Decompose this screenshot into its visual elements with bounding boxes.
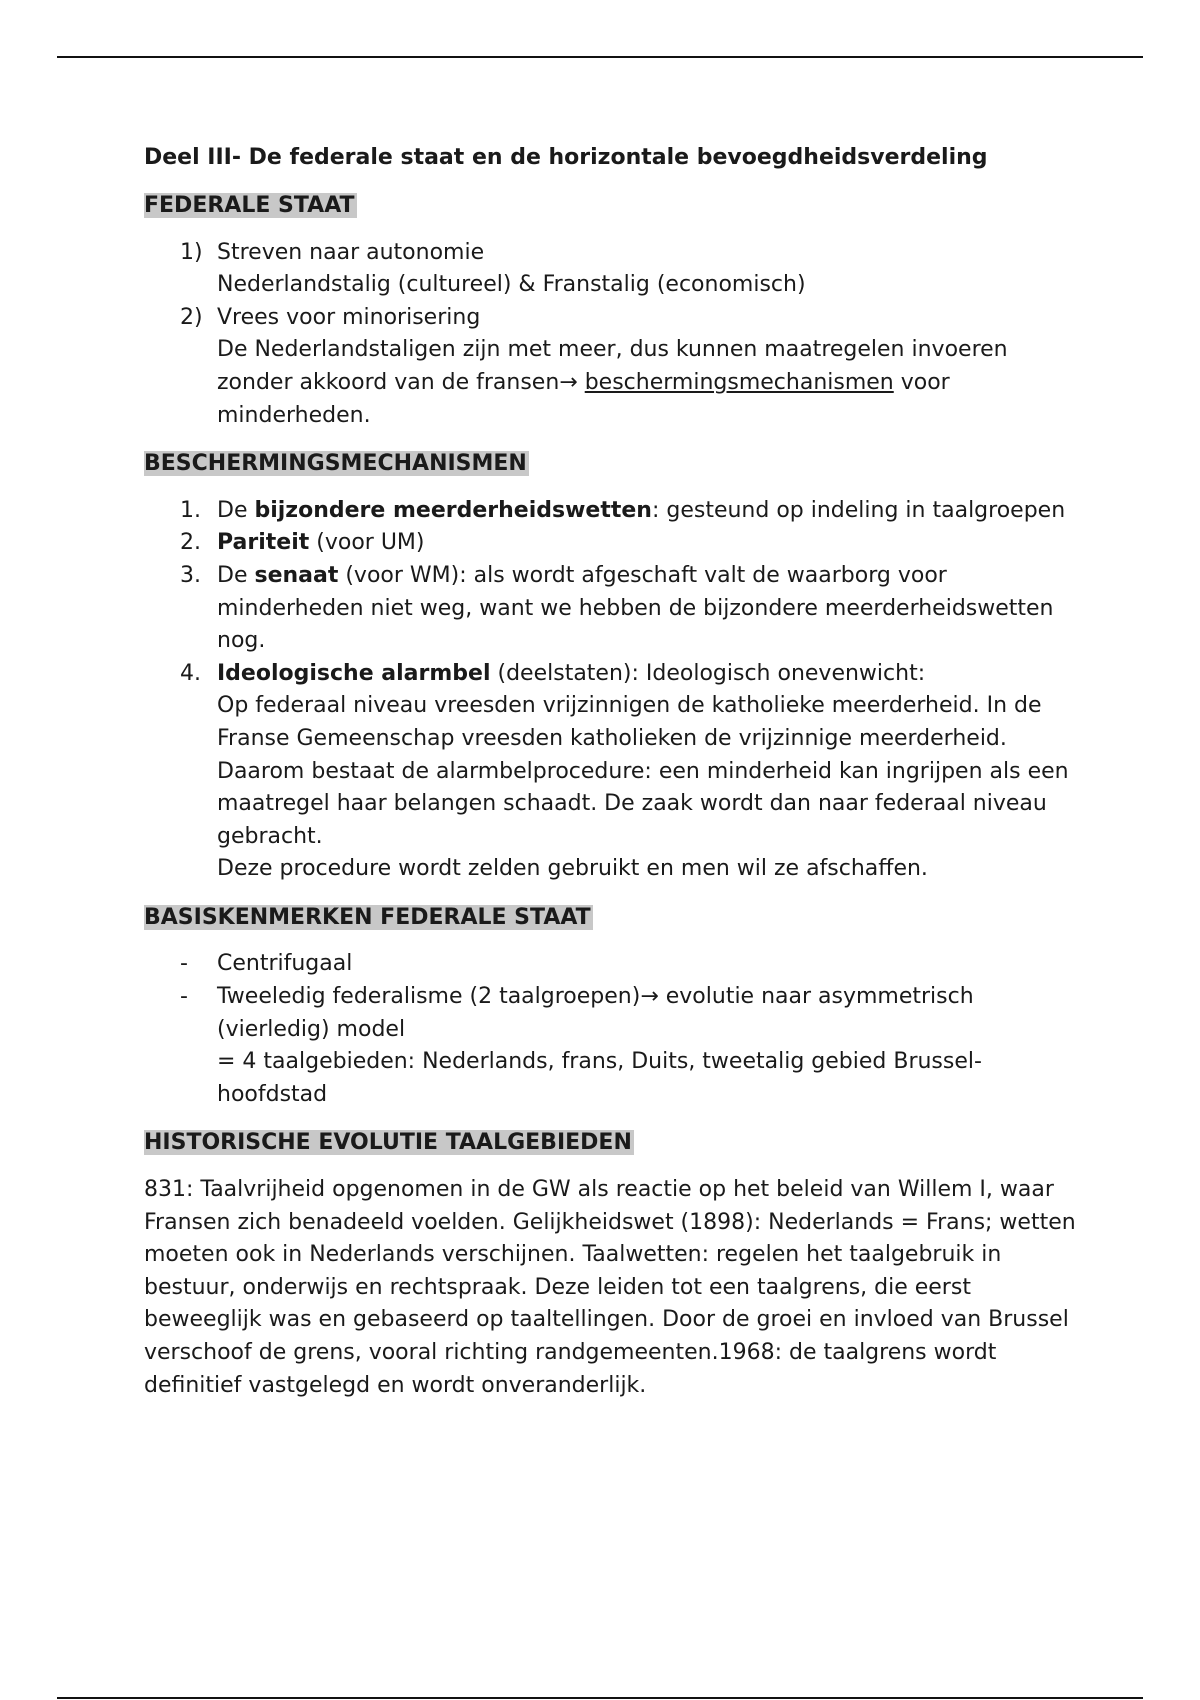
item-bold-term: Ideologische alarmbel bbox=[217, 660, 491, 686]
item-text: Vrees voor minorisering bbox=[217, 304, 481, 330]
federale-staat-list bbox=[144, 237, 1084, 433]
item-extra: = 4 taalgebieden: Nederlands, frans, Duits, tweetalig gebied Brussel-hoofdstad bbox=[217, 1049, 982, 1107]
document-body bbox=[144, 142, 1084, 1402]
heading-basiskenmerken bbox=[144, 902, 1084, 935]
item-text bbox=[217, 334, 1084, 432]
list-marker: 1. bbox=[180, 497, 201, 523]
item-text: Nederlandstalig (cultureel) & Franstalig (economisch) bbox=[217, 272, 806, 298]
item-text: Centrifugaal bbox=[217, 951, 353, 977]
list-item bbox=[144, 495, 1084, 528]
item-post: (voor WM): als wordt afgeschaft valt de waarborg voor minderheden niet weg, want we hebben de bijzondere meerderheidswetten nog. bbox=[217, 562, 1054, 654]
list-marker: 4. bbox=[180, 660, 201, 686]
list-item bbox=[144, 237, 1084, 302]
list-item bbox=[144, 948, 1084, 981]
historische-paragraph: 831: Taalvrijheid opgenomen in de GW als reactie op het beleid van Willem I, waar Fransen zich benadeeld voelden. Gelijkheidswet (1898): Nederlands = Frans; wetten moeten ook in Nederlands verschijnen. Taalwetten: regelen het taalgebruik in bestuur, onderwijs en rechtspraak. Deze leiden tot een taalgrens, die eerst beweeglijk was en gebaseerd op taaltellingen. Door de groei en invloed van Brussel verschoof de grens, vooral richting randgemeenten.1968: de taalgrens wordt definitief vastgelegd en wordt onveranderlijk. bbox=[144, 1177, 1076, 1398]
heading-basiskenmerken-text: BASISKENMERKEN FEDERALE STAAT bbox=[144, 904, 591, 930]
heading-historische-evolutie bbox=[144, 1127, 1084, 1160]
item-extra: Op federaal niveau vreesden vrijzinnigen de katholieke meerderheid. In de Franse Gemeenschap vreesden katholieken de vrijzinnige meerderheid. Daarom bestaat de alarmbelprocedure: een minderheid kan ingrijpen als een maatregel haar belangen schaadt. De zaak wordt dan naar federaal niveau gebracht. bbox=[217, 693, 1069, 849]
item-first-line bbox=[217, 658, 1084, 691]
item-post: (deelstaten): Ideologisch onevenwicht: bbox=[490, 660, 926, 686]
beschermingsmechanismen-list bbox=[144, 495, 1084, 886]
list-item bbox=[144, 527, 1084, 560]
basiskenmerken-list bbox=[144, 948, 1084, 1111]
heading-beschermingsmechanismen-text: BESCHERMINGSMECHANISMEN bbox=[144, 451, 527, 477]
list-marker: 2) bbox=[180, 304, 203, 330]
item-text-a: De Nederlandstaligen zijn met meer, dus kunnen maatregelen invoeren zonder akkoord van de fransen→ bbox=[217, 337, 1008, 395]
item-extra-2: Deze procedure wordt zelden gebruikt en men wil ze afschaffen. bbox=[217, 856, 928, 882]
item-pre: De bbox=[217, 497, 255, 523]
list-item bbox=[144, 658, 1084, 886]
list-item bbox=[144, 981, 1084, 1111]
list-marker: 2. bbox=[180, 530, 201, 556]
list-marker: 1) bbox=[180, 239, 203, 265]
document-title: Deel III- De federale staat en de horizontale bevoegdheidsverdeling bbox=[144, 145, 988, 170]
item-bold-term: bijzondere meerderheidswetten bbox=[254, 497, 652, 523]
heading-beschermingsmechanismen bbox=[144, 448, 1084, 481]
list-marker: 3. bbox=[180, 562, 201, 588]
header-rule bbox=[57, 56, 1143, 58]
item-post: : gesteund op indeling in taalgroepen bbox=[651, 497, 1066, 523]
heading-historische-evolutie-text: HISTORISCHE EVOLUTIE TAALGEBIEDEN bbox=[144, 1130, 632, 1156]
item-text-b: voor minderheden. bbox=[217, 369, 950, 428]
item-bold-term: senaat bbox=[254, 562, 339, 588]
item-text: Streven naar autonomie bbox=[217, 239, 485, 265]
item-bold-term: Pariteit bbox=[217, 530, 310, 556]
underlined-term: beschermingsmechanismen bbox=[584, 369, 894, 395]
list-marker: - bbox=[180, 984, 188, 1010]
heading-federale-staat-text: FEDERALE STAAT bbox=[144, 193, 355, 218]
item-text: Tweeledig federalisme (2 taalgroepen)→ evolutie naar asymmetrisch (vierledig) model bbox=[217, 984, 974, 1042]
heading-federale-staat bbox=[144, 190, 1084, 223]
list-item bbox=[144, 302, 1084, 432]
footer-rule bbox=[57, 1697, 1143, 1699]
item-post: (voor UM) bbox=[309, 530, 425, 556]
list-marker: - bbox=[180, 951, 188, 977]
item-pre: De bbox=[217, 562, 255, 588]
list-item bbox=[144, 560, 1084, 658]
